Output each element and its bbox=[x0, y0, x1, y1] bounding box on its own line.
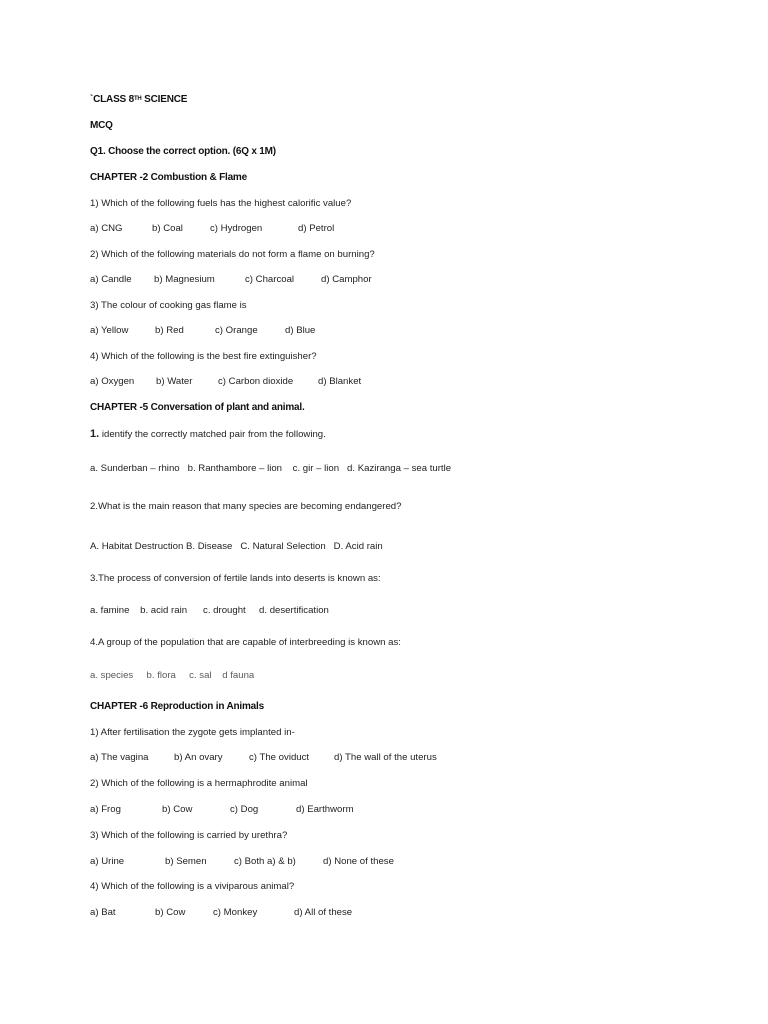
ch6-question-4: 4) Which of the following is a viviparous animal? bbox=[90, 881, 295, 892]
ch5-question-3: 3.The process of conversion of fertile lands into deserts is known as: bbox=[90, 573, 381, 584]
section-heading: MCQ bbox=[90, 120, 113, 131]
ch2-q2-options bbox=[90, 274, 690, 286]
ch6-q3-options bbox=[90, 856, 690, 868]
option-a: a) Candle bbox=[90, 274, 132, 285]
ch2-question-4: 4) Which of the following is the best fire extinguisher? bbox=[90, 351, 317, 362]
option-a: a) Yellow bbox=[90, 325, 129, 336]
option-d: d) All of these bbox=[294, 907, 353, 918]
option-b: b) An ovary bbox=[174, 752, 223, 763]
question-title: Q1. Choose the correct option. (6Q x 1M) bbox=[90, 146, 276, 157]
ch6-q4-options bbox=[90, 907, 690, 919]
ch5-question-2: 2.What is the main reason that many species are becoming endangered? bbox=[90, 501, 402, 512]
class-heading-prefix: `CLASS 8 bbox=[90, 94, 134, 105]
ch2-q1-options bbox=[90, 223, 690, 235]
option-b: b) Red bbox=[155, 325, 184, 336]
ch2-question-1: 1) Which of the following fuels has the highest calorific value? bbox=[90, 198, 352, 209]
ch5-q2-options: A. Habitat Destruction B. Disease C. Natural Selection D. Acid rain bbox=[90, 541, 383, 552]
chapter-5-title: CHAPTER -5 Conversation of plant and animal. bbox=[90, 402, 305, 413]
option-a: a) The vagina bbox=[90, 752, 149, 763]
option-d: d) None of these bbox=[323, 856, 394, 867]
option-b: b) Magnesium bbox=[154, 274, 215, 285]
option-d: d) The wall of the uterus bbox=[334, 752, 437, 763]
ch2-q4-options bbox=[90, 376, 690, 388]
chapter-2-title: CHAPTER -2 Combustion & Flame bbox=[90, 172, 247, 183]
option-a: a) Urine bbox=[90, 856, 125, 867]
ch6-question-1: 1) After fertilisation the zygote gets implanted in- bbox=[90, 727, 295, 738]
ch5-question-4: 4.A group of the population that are capable of interbreeding is known as: bbox=[90, 637, 401, 648]
option-b: b) Semen bbox=[165, 856, 207, 867]
option-a: a) Bat bbox=[90, 907, 116, 918]
ch2-question-3: 3) The colour of cooking gas flame is bbox=[90, 300, 247, 311]
option-b: b) Water bbox=[156, 376, 193, 387]
option-b: b) Cow bbox=[162, 804, 193, 815]
option-d: d) Blanket bbox=[318, 376, 362, 387]
option-a: a) CNG bbox=[90, 223, 123, 234]
class-heading bbox=[90, 94, 187, 106]
ch6-q1-options bbox=[90, 752, 690, 764]
option-d: d) Blue bbox=[285, 325, 316, 336]
option-c: c) Monkey bbox=[213, 907, 258, 918]
ch2-question-2: 2) Which of the following materials do not form a flame on burning? bbox=[90, 249, 375, 260]
option-c: c) Dog bbox=[230, 804, 259, 815]
option-c: c) Charcoal bbox=[245, 274, 295, 285]
ch5-q4-options: a. species b. flora c. sal d fauna bbox=[90, 670, 255, 681]
ch5-q1-text: identify the correctly matched pair from the following. bbox=[99, 429, 326, 440]
option-d: d) Earthworm bbox=[296, 804, 354, 815]
ch5-q3-options: a. famine b. acid rain c. drought d. desertification bbox=[90, 605, 329, 616]
option-c: c) The oviduct bbox=[249, 752, 310, 763]
ch5-q1-options: a. Sunderban – rhino b. Ranthambore – lion c. gir – lion d. Kaziranga – sea turtle bbox=[90, 463, 452, 474]
option-c: c) Both a) & b) bbox=[234, 856, 296, 867]
ch6-question-3: 3) Which of the following is carried by urethra? bbox=[90, 830, 288, 841]
option-d: d) Camphor bbox=[321, 274, 372, 285]
option-c: c) Orange bbox=[215, 325, 258, 336]
option-c: c) Hydrogen bbox=[210, 223, 263, 234]
class-heading-suffix: SCIENCE bbox=[141, 94, 188, 105]
option-a: a) Frog bbox=[90, 804, 121, 815]
ch6-q2-options bbox=[90, 804, 690, 816]
option-b: b) Cow bbox=[155, 907, 186, 918]
class-heading-sup: TH bbox=[133, 96, 142, 102]
chapter-6-title: CHAPTER -6 Reproduction in Animals bbox=[90, 701, 264, 712]
option-c: c) Carbon dioxide bbox=[218, 376, 294, 387]
ch5-question-1 bbox=[90, 428, 326, 441]
option-b: b) Coal bbox=[152, 223, 183, 234]
ch5-q1-number: 1. bbox=[90, 428, 100, 440]
option-d: d) Petrol bbox=[298, 223, 335, 234]
ch2-q3-options bbox=[90, 325, 690, 337]
ch6-question-2: 2) Which of the following is a hermaphrodite animal bbox=[90, 778, 308, 789]
option-a: a) Oxygen bbox=[90, 376, 135, 387]
